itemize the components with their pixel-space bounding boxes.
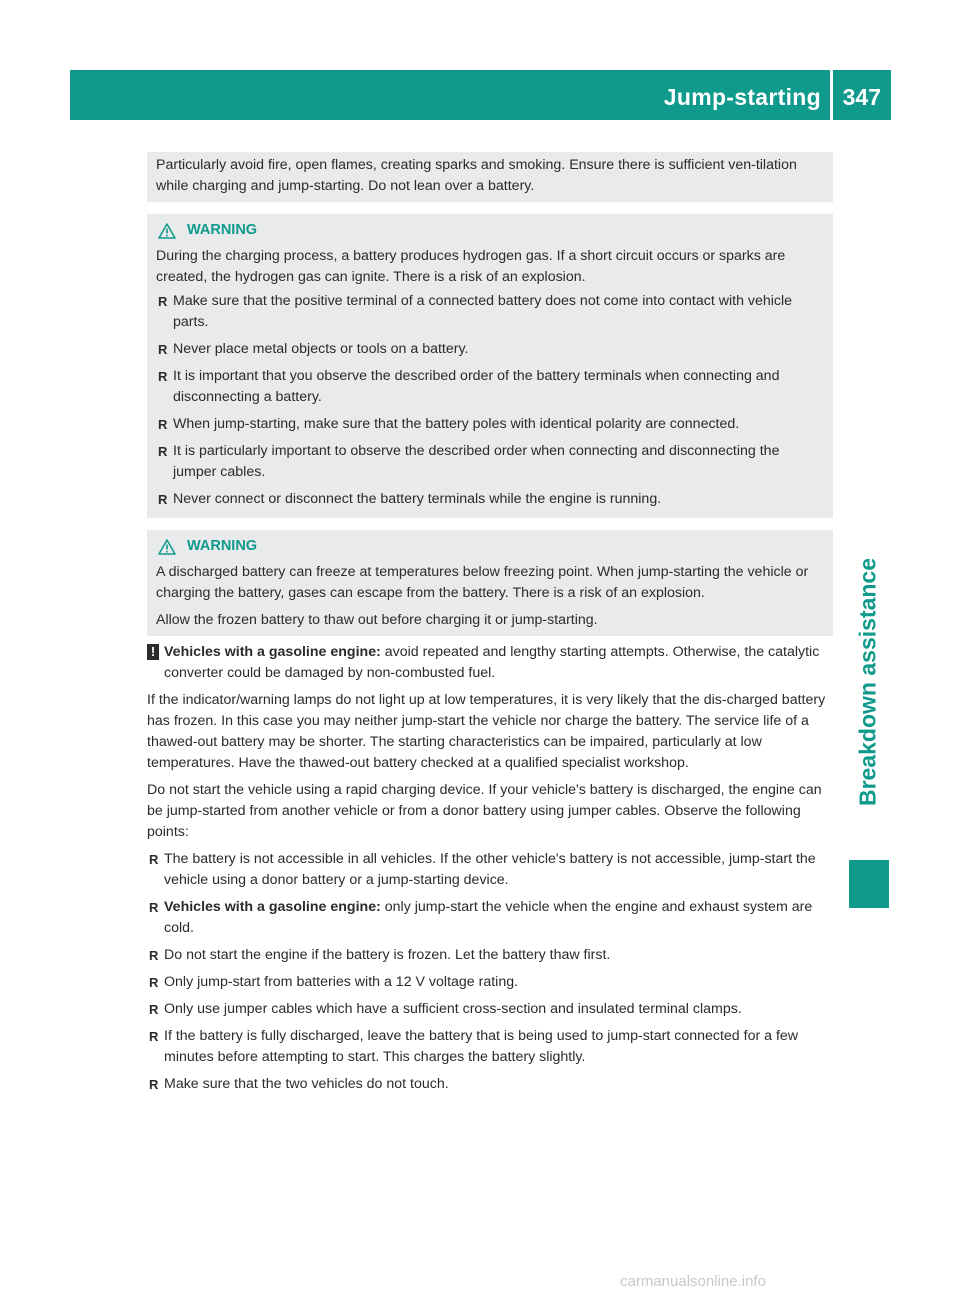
list-item: R Make sure that the two vehicles do not touch. (147, 1074, 833, 1095)
side-tab-marker (849, 860, 889, 908)
page-content (147, 152, 833, 1101)
page-header (70, 70, 891, 120)
watermark: carmanualsonline.info (620, 1273, 766, 1290)
bullet-icon: R (149, 900, 159, 915)
list-item: R When jump-starting, make sure that the battery poles with identical polarity are connected. (156, 414, 825, 435)
list-item: R Only jump-start from batteries with a 12 V voltage rating. (147, 972, 833, 993)
list-item: R Vehicles with a gasoline engine: only jump-start the vehicle when the engine and exhaust system are cold. (149, 899, 813, 936)
warning-heading-text: WARNING (187, 222, 258, 238)
page-number: 347 (842, 84, 881, 110)
list-item: R It is important that you observe the described order of the battery terminals when connecting and disconnecting a battery. (158, 368, 780, 405)
note-lead: Vehicles with a gasoline engine: (164, 644, 381, 660)
warning-triangle-icon (158, 539, 176, 555)
body-paragraph: Do not start the vehicle using a rapid charging device. If your vehicle's battery is discharged, the engine can be jump-started from another vehicle or from a donor battery using jumper cables. Observe the following points: (147, 782, 822, 840)
list-item: R If the battery is fully discharged, leave the battery that is being used to jump-start connected for a few minutes before attempting to start. This charges the battery slightly. (149, 1028, 799, 1065)
bullet-icon: R (158, 294, 168, 309)
warning-paragraph: A discharged battery can freeze at temperatures below freezing point. When jump-starting the vehicle or charging the battery, gases can escape from the battery. There is a risk of an explosion. (156, 564, 809, 601)
list-item: R The battery is not accessible in all vehicles. If the other vehicle's battery is not accessible, jump-start the vehicle using a donor battery or a jump-starting device. (149, 851, 816, 888)
bullet-icon: R (158, 342, 168, 357)
bullet-icon: R (149, 1077, 159, 1092)
list-item: R It is particularly important to observe the described order when connecting and disconnecting the jumper cables. (158, 443, 780, 480)
exclamation-icon: ! (147, 644, 159, 660)
damage-note (147, 642, 833, 684)
warning-box-hydrogen (147, 214, 833, 518)
bullet-icon: R (149, 975, 159, 990)
bullet-icon: R (158, 444, 168, 459)
section-title: Jump-starting (663, 84, 821, 110)
warning-heading (156, 536, 825, 557)
warning-bullet-list (156, 291, 825, 510)
caution-box (147, 152, 833, 202)
warning-heading (156, 220, 825, 241)
list-item: R Only use jumper cables which have a sufficient cross-section and insulated terminal clamps. (147, 999, 833, 1020)
body-paragraph: If the indicator/warning lamps do not light up at low temperatures, it is very likely that the dis-charged battery has frozen. In this case you may neither jump-start the vehicle nor charge the battery. The service life of a thawed-out battery may be shorter. The starting characteristics can be impaired, particularly at low temperatures. Have the thawed-out battery checked at a qualified specialist workshop. (147, 692, 826, 771)
bullet-icon: R (149, 948, 159, 963)
side-tab (848, 540, 888, 825)
warning-box-frozen (147, 530, 833, 636)
side-tab-label: Breakdown assistance (854, 557, 881, 807)
list-item: R Make sure that the positive terminal of a connected battery does not come into contact with vehicle parts. (158, 293, 793, 330)
list-item: R Do not start the engine if the battery is frozen. Let the battery thaw first. (147, 945, 833, 966)
main-text (147, 690, 833, 1095)
warning-paragraph: Allow the frozen battery to thaw out before charging it or jump-starting. (156, 612, 598, 628)
warning-triangle-icon (158, 223, 176, 239)
warning-heading-text: WARNING (187, 538, 258, 554)
list-item: R Never place metal objects or tools on a battery. (156, 339, 825, 360)
bullet-icon: R (149, 1002, 159, 1017)
header-divider (830, 70, 833, 120)
note-text: avoid repeated and lengthy starting attempts. Otherwise, the catalytic converter could be damaged by non-combusted fuel. (164, 644, 820, 681)
warning-intro: During the charging process, a battery produces hydrogen gas. If a short circuit occurs or sparks are created, the hydrogen gas can ignite. There is a risk of an explosion. (156, 248, 786, 285)
jump-start-points-list (147, 849, 833, 1095)
list-item: R Never connect or disconnect the battery terminals while the engine is running. (156, 489, 825, 510)
bullet-icon: R (149, 852, 159, 867)
bullet-icon: R (158, 369, 168, 384)
caution-text: Particularly avoid fire, open flames, creating sparks and smoking. Ensure there is sufficient ven-tilation while charging and jump-starting. Do not lean over a battery. (156, 157, 797, 194)
bullet-icon: R (158, 492, 168, 507)
bullet-icon: R (149, 1029, 159, 1044)
bullet-icon: R (158, 417, 168, 432)
